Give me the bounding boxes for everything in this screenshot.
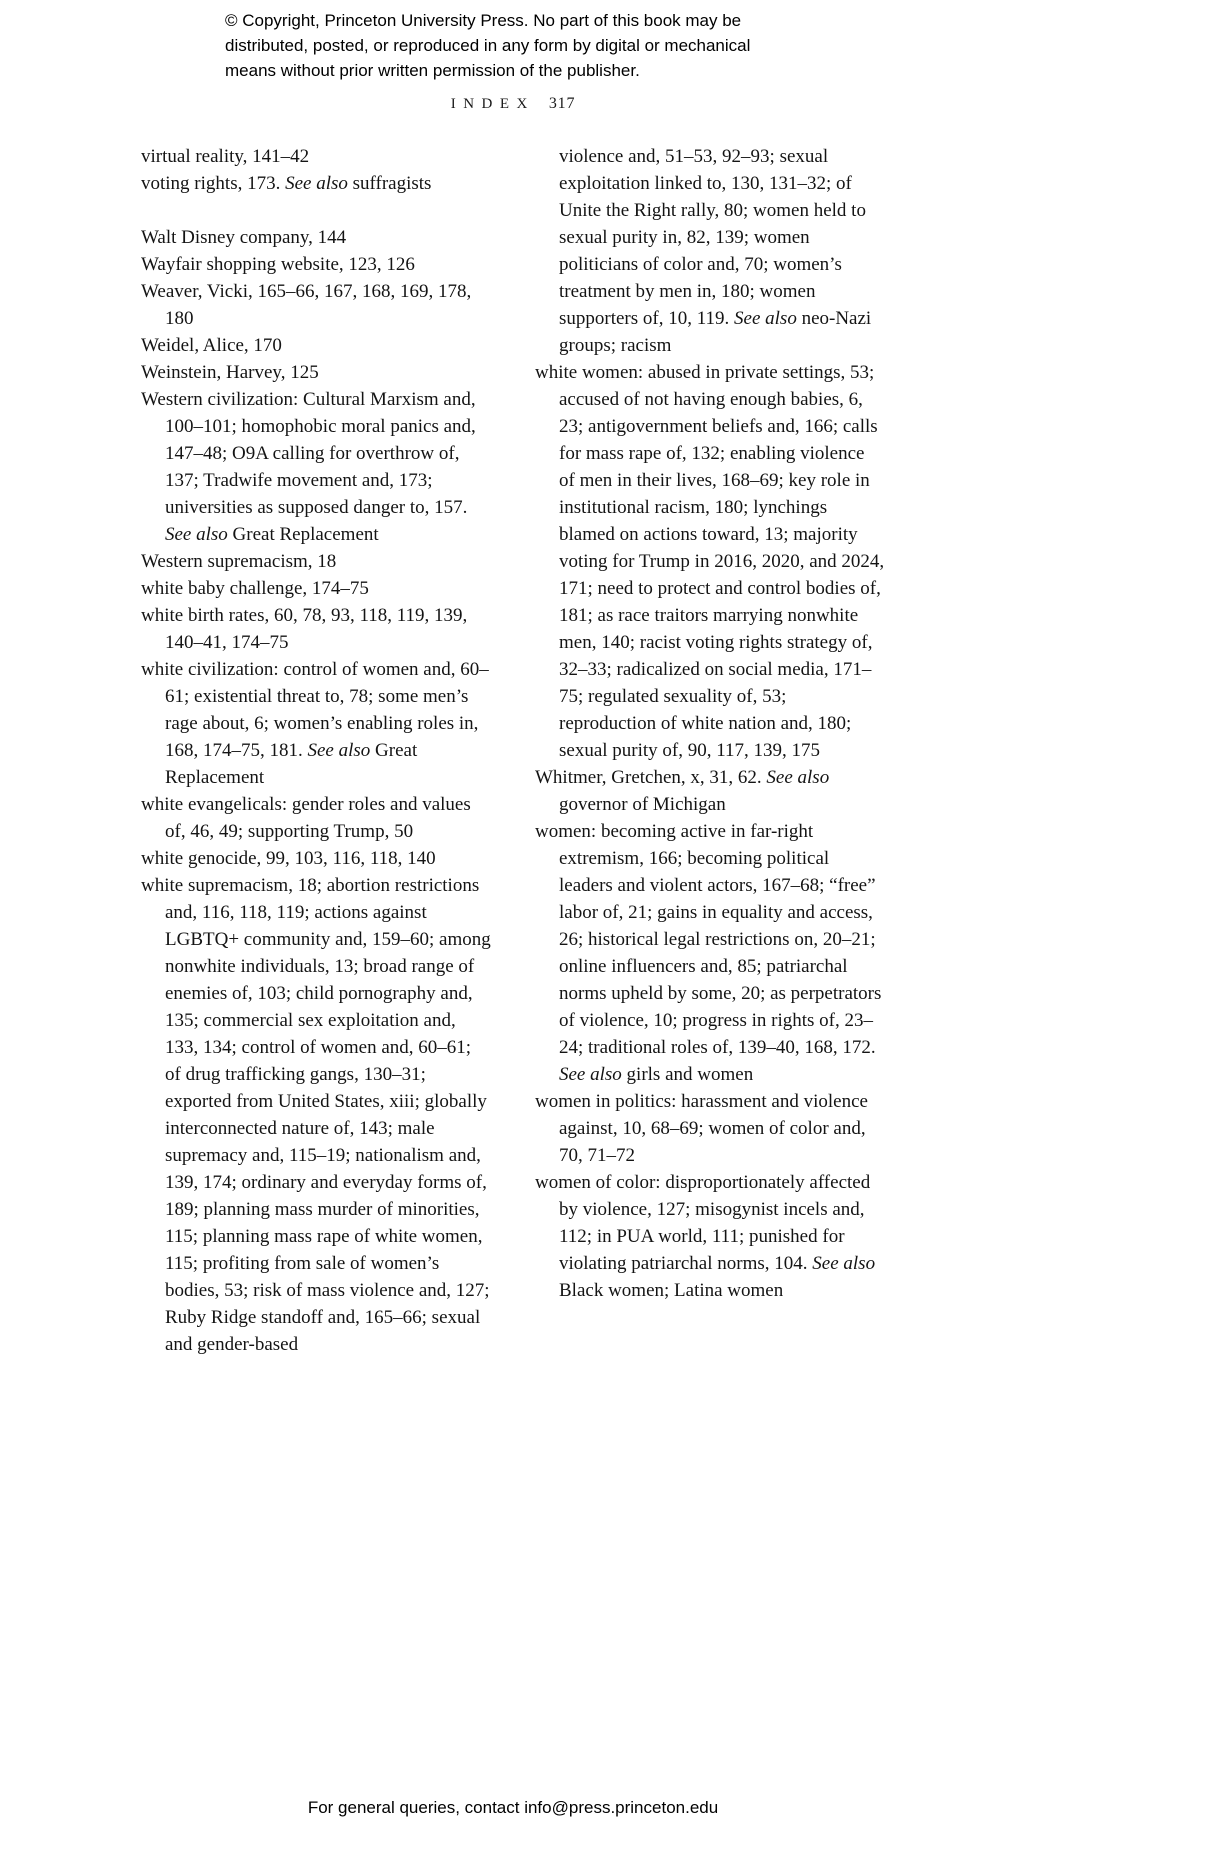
index-entry: white women: abused in private settings, 53; accused of not having enough babies, 6, 23; antigovernment beliefs and, 166; calls for mass rape of, 132; enabling violence of men in their lives, 168–69; key role in institutional racism, 180; lynchings blamed on actions toward, 13; majority voting for Trump in 2016, 2020, and 2024, 171; need to protect and control bodies of, 181; as race traitors marrying nonwhite men, 140; racist voting rights strategy of, 32–33; radicalized on social media, 171–75; regulated sexuality of, 53; reproduction of white nation and, 180; sexual purity of, 90, 117, 139, 175: [535, 362, 885, 761]
index-entry: Weidel, Alice, 170: [141, 335, 282, 356]
copyright-notice: [225, 8, 750, 83]
page-number: 317: [548, 95, 576, 112]
copyright-line: distributed, posted, or reproduced in any form by digital or mechanical: [225, 36, 751, 55]
index-entry: Walt Disney company, 144: [141, 227, 347, 248]
index-entry: Wayfair shopping website, 123, 126: [141, 254, 415, 275]
index-entry: white genocide, 99, 103, 116, 118, 140: [141, 848, 436, 869]
index-entry: women in politics: harassment and violence against, 10, 68–69; women of color and, 70, 71–72: [535, 1091, 868, 1166]
index-title: INDEX: [450, 96, 535, 112]
index-spacer: [141, 197, 491, 224]
index-column-right: [535, 143, 885, 1358]
copyright-line: © Copyright, Princeton University Press. No part of this book may be: [225, 11, 742, 30]
index-entry: white birth rates, 60, 78, 93, 118, 119, 139, 140–41, 174–75: [141, 605, 468, 653]
index-entry: virtual reality, 141–42: [141, 146, 310, 167]
index-entry: Western civilization: Cultural Marxism and, 100–101; homophobic moral panics and, 147–48; O9A calling for overthrow of, 137; Tradwife movement and, 173; universities as supposed danger to, 157. See also Great Replacement: [141, 389, 476, 545]
index-entry: Weinstein, Harvey, 125: [141, 362, 319, 383]
footer-text: For general queries, contact info@press.princeton.edu: [307, 1798, 719, 1817]
index-entry: violence and, 51–53, 92–93; sexual exploitation linked to, 130, 131–32; of Unite the Right rally, 80; women held to sexual purity in, 82, 139; women politicians of color and, 70; women’s treatment by men in, 180; women supporters of, 10, 119. See also neo-Nazi groups; racism: [559, 146, 872, 356]
index-columns: [141, 143, 885, 1358]
copyright-line: means without prior written permission of the publisher.: [225, 61, 640, 80]
index-entry: white baby challenge, 174–75: [141, 578, 369, 599]
index-entry: white supremacism, 18; abortion restrictions and, 116, 118, 119; actions against LGBTQ+ community and, 159–60; among nonwhite individuals, 13; broad range of enemies of, 103; child pornography and, 135; commercial sex exploitation and, 133, 134; control of women and, 60–61; of drug trafficking gangs, 130–31; exported from United States, xiii; globally interconnected nature of, 143; male supremacy and, 115–19; nationalism and, 139, 174; ordinary and everyday forms of, 189; planning mass murder of minorities, 115; planning mass rape of white women, 115; profiting from sale of women’s bodies, 53; risk of mass violence and, 127; Ruby Ridge standoff and, 165–66; sexual and gender-based: [141, 875, 491, 1355]
index-entry: white civilization: control of women and, 60–61; existential threat to, 78; some men’s rage about, 6; women’s enabling roles in, 168, 174–75, 181. See also Great Replacement: [141, 659, 489, 788]
index-header: [141, 95, 885, 113]
index-entry: women: becoming active in far-right extremism, 166; becoming political leaders and violent actors, 167–68; “free” labor of, 21; gains in equality and access, 26; historical legal restrictions on, 20–21; online influencers and, 85; patriarchal norms upheld by some, 20; as perpetrators of violence, 10; progress in rights of, 23–24; traditional roles of, 139–40, 168, 172. See also girls and women: [535, 821, 882, 1085]
index-entry: white evangelicals: gender roles and values of, 46, 49; supporting Trump, 50: [141, 794, 471, 842]
index-entry: women of color: disproportionately affected by violence, 127; misogynist incels and, 112; in PUA world, 111; punished for violating patriarchal norms, 104. See also Black women; Latina women: [535, 1172, 876, 1301]
index-entry: Western supremacism, 18: [141, 551, 337, 572]
index-entry: Weaver, Vicki, 165–66, 167, 168, 169, 178, 180: [141, 281, 472, 329]
index-column-left: [141, 143, 491, 1358]
index-entry: Whitmer, Gretchen, x, 31, 62. See also governor of Michigan: [535, 767, 830, 815]
index-entry: voting rights, 173. See also suffragists: [141, 173, 432, 194]
